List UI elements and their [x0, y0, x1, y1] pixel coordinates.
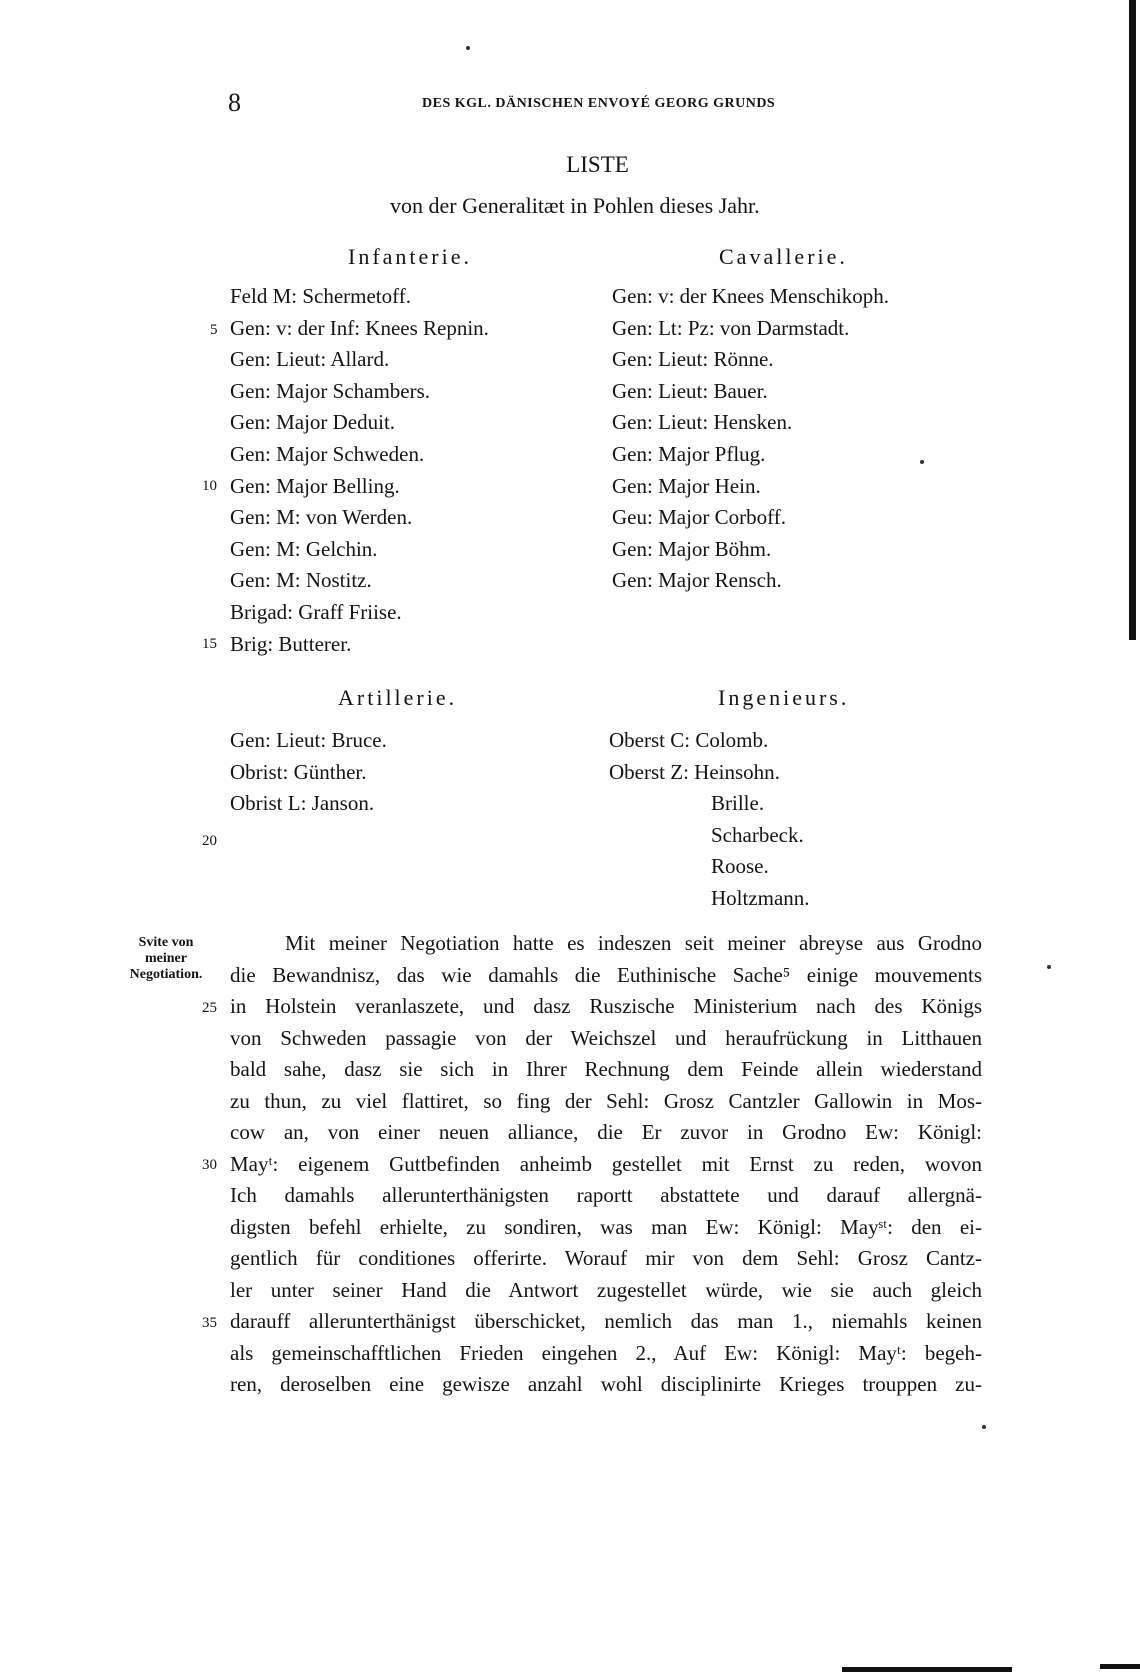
cavallerie-heading: Cavallerie.: [719, 244, 848, 269]
list-item: Gen: M: von Werden.: [230, 505, 413, 530]
list-item: Gen: Lieut: Bruce.: [230, 728, 387, 752]
scan-speck: [982, 1425, 986, 1429]
list-item: Gen: v: der Knees Menschikoph.: [612, 284, 890, 308]
list-item: Gen: Lieut: Hensken.: [612, 410, 793, 435]
text-line: in Holstein veranlaszete, und dasz Ruszische Ministerium nach des Königs: [230, 994, 982, 1018]
list-item: Gen: Lieut: Bauer.: [612, 378, 768, 403]
list-item: Geu: Major Corboff.: [612, 505, 786, 530]
list-item: Scharbeck.: [711, 822, 804, 847]
margin-note-line: Negotiation.: [129, 967, 203, 982]
infanterie-heading: Infanterie.: [348, 244, 472, 269]
list-item: Gen: Major Schweden.: [230, 441, 425, 466]
scan-mark: [842, 1667, 1012, 1672]
list-item: Gen: v: der Inf: Knees Repnin.: [230, 315, 489, 340]
line-number: 35: [202, 1315, 217, 1331]
text-line: die Bewandnisz, das wie damahls die Euthinische Sache⁵ einige mouvements: [230, 962, 982, 987]
text-line: digsten befehl erhielte, zu sondiren, was man Ew: Königl: Mayˢᵗ: den ei-: [230, 1214, 982, 1239]
list-item: Feld M: Schermetoff.: [230, 284, 412, 308]
margin-note-line: meiner: [145, 951, 187, 966]
list-item: Gen: Major Pflug.: [612, 441, 766, 466]
text-line: als gemeinschafftlichen Frieden eingehen 2., Auf Ew: Königl: Mayᵗ: begeh-: [230, 1340, 982, 1365]
page-edge-shadow: [1129, 0, 1136, 640]
margin-note: [116, 935, 216, 983]
text-line: Mit meiner Negotiation hatte es indeszen seit meiner abreyse aus Grodno: [285, 931, 982, 955]
scan-speck: [920, 460, 924, 464]
list-item: Gen: Lt: Pz: von Darmstadt.: [612, 315, 850, 340]
line-number: 15: [202, 636, 217, 652]
list-title: LISTE: [566, 152, 629, 177]
list-item: Brigad: Graff Friise.: [230, 599, 402, 624]
text-line: ren, deroselben eine gewisze anzahl wohl disciplinirte Krieges trouppen zu-: [230, 1372, 982, 1396]
line-number: 30: [202, 1157, 217, 1173]
scan-speck: [1047, 965, 1051, 969]
text-line: ler unter seiner Hand die Antwort zugestellet würde, wie sie auch gleich: [230, 1277, 982, 1302]
list-item: Gen: Major Hein.: [612, 473, 761, 498]
infanterie-list: [230, 281, 489, 660]
text-line: cow an, von einer neuen alliance, die Er zuvor in Grodno Ew: Königl:: [230, 1120, 982, 1144]
text-line: Ich damahls allerunterthänigsten raportt abstattete und darauf allergnä-: [230, 1183, 982, 1207]
cavallerie-list: [612, 281, 889, 597]
page-number: 8: [228, 88, 241, 117]
list-item: Obrist: Günther.: [230, 759, 367, 784]
list-item: Oberst Z: Heinsohn.: [609, 759, 780, 784]
list-item: Gen: Major Schambers.: [230, 378, 431, 403]
artillerie-list: [230, 725, 387, 820]
artillerie-heading: Artillerie.: [338, 685, 458, 710]
margin-note-line: Svite von: [138, 935, 194, 950]
list-item: Gen: Major Böhm.: [612, 536, 772, 561]
body-paragraph: [230, 928, 982, 1401]
text-line: bald sahe, dasz sie sich in Ihrer Rechnung dem Feinde allein wiederstand: [230, 1057, 982, 1081]
text-line: Mayᵗ: eigenem Guttbefinden anheimb gestellet mit Ernst zu reden, wovon: [230, 1151, 982, 1176]
text-line: gentlich für conditiones offerirte. Worauf mir von dem Sehl: Grosz Cantz-: [230, 1246, 982, 1270]
text-line: darauff allerunterthänigst überschicket, nemlich das man 1., niemahls keinen: [230, 1309, 982, 1333]
list-item: Gen: M: Gelchin.: [230, 536, 378, 561]
line-number: 5: [210, 322, 218, 338]
line-number: 25: [202, 1000, 217, 1016]
list-item: Oberst C: Colomb.: [609, 728, 769, 752]
text-line: zu thun, zu viel flattiret, so fing der Sehl: Grosz Cantzler Gallowin in Mos-: [230, 1088, 982, 1113]
text-line: von Schweden passagie von der Weichszel und heraufrückung in Litthauen: [230, 1025, 982, 1050]
list-item: Brig: Butterer.: [230, 631, 352, 656]
list-item: Gen: M: Nostitz.: [230, 568, 372, 593]
list-item: Gen: Major Deduit.: [230, 410, 396, 435]
list-item: Gen: Lieut: Rönne.: [612, 347, 774, 372]
list-subtitle: von der Generalitæt in Pohlen dieses Jahr.: [390, 193, 760, 218]
list-item: Brille.: [711, 791, 765, 816]
list-item: Gen: Lieut: Allard.: [230, 347, 390, 372]
scan-mark: [1100, 1664, 1140, 1669]
line-number: 20: [202, 833, 217, 849]
running-head: DES KGL. DÄNISCHEN ENVOYÉ GEORG GRUNDS: [422, 96, 776, 111]
list-item: Gen: Major Rensch.: [612, 568, 782, 593]
list-item: Roose.: [711, 854, 769, 879]
line-number: 10: [202, 478, 217, 494]
ingenieurs-heading: Ingenieurs.: [718, 685, 850, 710]
scan-speck: [466, 46, 470, 50]
list-item: Holtzmann.: [711, 885, 810, 910]
list-item: Gen: Major Belling.: [230, 473, 400, 498]
list-item: Obrist L: Janson.: [230, 791, 375, 816]
ingenieurs-list: [609, 725, 810, 915]
